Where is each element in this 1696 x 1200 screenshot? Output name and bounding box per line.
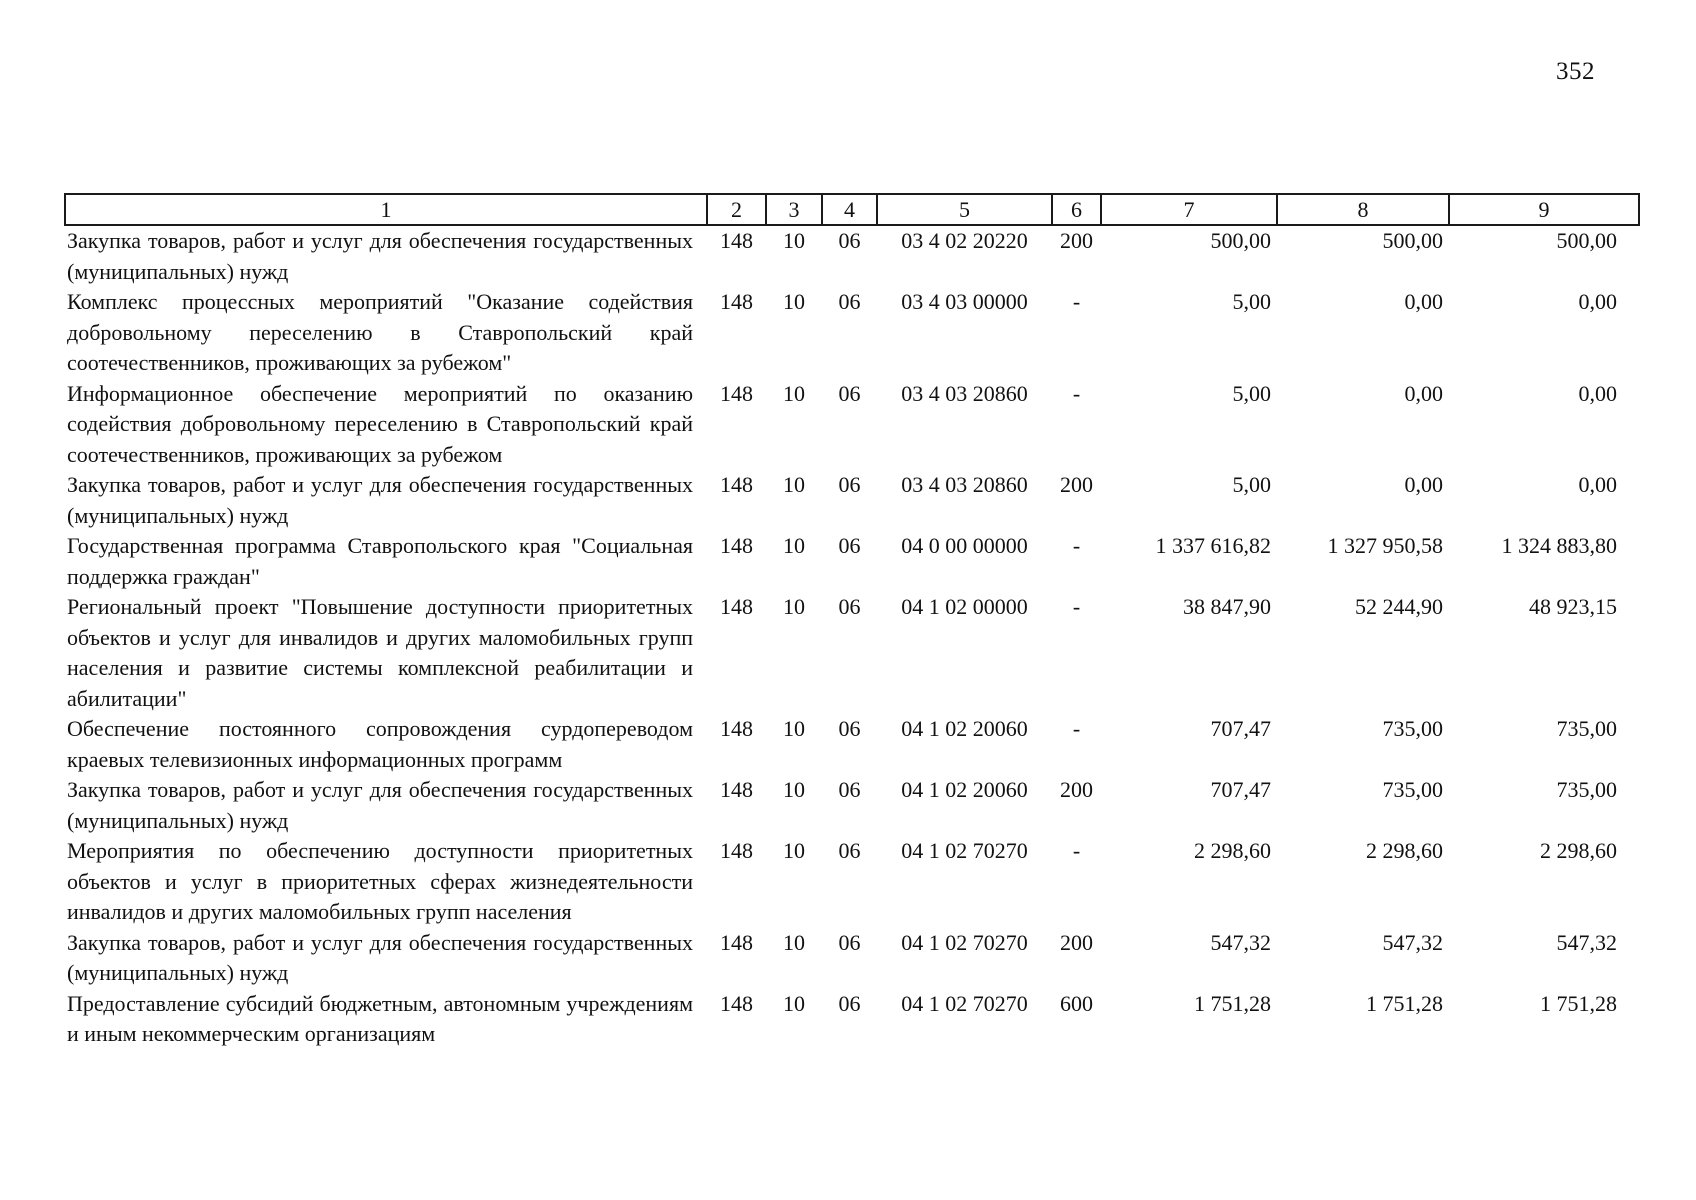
table-row xyxy=(65,836,1639,928)
amount-cell: 735,00 xyxy=(1382,777,1443,802)
amount-cell: 1 751,28 xyxy=(1194,990,1271,1016)
expense-name: Обеспечение постоянного сопровождения сурдопереводом краевых телевизионных информационных программ xyxy=(67,716,693,772)
expense-name: Комплекс процессных мероприятий "Оказание содействия добровольному переселению в Ставропольский край соотечественников, проживающих за рубежом" xyxy=(67,289,693,375)
subsection-code: 06 xyxy=(838,929,861,955)
target-article-code: 03 4 03 20860 xyxy=(901,380,1028,406)
subsection-code: 06 xyxy=(838,990,861,1016)
table-row xyxy=(65,287,1639,379)
amount-cell: 2 298,60 xyxy=(1366,838,1443,863)
section-code: 10 xyxy=(783,929,805,955)
ministry-code: 148 xyxy=(720,777,753,802)
section-code: 10 xyxy=(783,380,805,406)
target-article-code: 03 4 03 00000 xyxy=(901,289,1028,314)
expense-name: Закупка товаров, работ и услуг для обеспечения государственных (муниципальных) нужд xyxy=(67,929,693,985)
expense-name: Предоставление субсидий бюджетным, автономным учреждениям и иным некоммерческим организациям xyxy=(67,990,693,1046)
column-header: 2 xyxy=(707,194,766,225)
table-row xyxy=(65,592,1639,714)
target-article-code: 04 1 02 70270 xyxy=(901,929,1028,955)
target-article-code: 04 1 02 20060 xyxy=(901,716,1028,741)
expense-type-code: - xyxy=(1072,289,1081,314)
expense-name: Региональный проект "Повышение доступности приоритетных объектов и услуг для инвалидов и других маломобильных групп населения и развитие системы комплексной реабилитации и абилитации" xyxy=(67,594,693,711)
amount-cell: 500,00 xyxy=(1382,228,1443,253)
amount-cell: 1 337 616,82 xyxy=(1155,533,1271,558)
section-code: 10 xyxy=(783,777,805,802)
table-body xyxy=(65,225,1639,1050)
table-header xyxy=(65,194,1639,225)
subsection-code: 06 xyxy=(838,838,861,863)
expense-name: Государственная программа Ставропольского края "Социальная поддержка граждан" xyxy=(67,533,693,589)
amount-cell: 1 327 950,58 xyxy=(1327,533,1443,558)
column-header: 9 xyxy=(1449,194,1639,225)
table-row xyxy=(65,928,1639,989)
section-code: 10 xyxy=(783,990,805,1016)
ministry-code: 148 xyxy=(720,289,753,314)
table-row xyxy=(65,470,1639,531)
column-header: 6 xyxy=(1052,194,1101,225)
subsection-code: 06 xyxy=(838,533,861,558)
expense-type-code: 200 xyxy=(1060,228,1093,253)
amount-cell: 547,32 xyxy=(1382,929,1443,955)
table-row xyxy=(65,379,1639,471)
section-code: 10 xyxy=(783,289,805,314)
target-article-code: 04 1 02 70270 xyxy=(901,838,1028,863)
subsection-code: 06 xyxy=(838,594,861,619)
table-row xyxy=(65,775,1639,836)
target-article-code: 04 1 02 70270 xyxy=(901,990,1028,1016)
expense-name: Закупка товаров, работ и услуг для обеспечения государственных (муниципальных) нужд xyxy=(67,777,693,833)
amount-cell: 0,00 xyxy=(1578,380,1617,406)
column-number-row xyxy=(65,194,1639,225)
expense-type-code: 200 xyxy=(1060,777,1093,802)
target-article-code: 03 4 03 20860 xyxy=(901,472,1028,497)
amount-cell: 2 298,60 xyxy=(1194,838,1271,863)
expense-type-code: - xyxy=(1072,533,1081,558)
ministry-code: 148 xyxy=(720,380,753,406)
amount-cell: 0,00 xyxy=(1578,289,1617,314)
amount-cell: 2 298,60 xyxy=(1540,838,1617,863)
subsection-code: 06 xyxy=(838,716,861,741)
expense-name: Мероприятия по обеспечению доступности приоритетных объектов и услуг в приоритетных сферах жизнедеятельности инвалидов и других маломобильных групп населения xyxy=(67,838,693,924)
amount-cell: 707,47 xyxy=(1210,777,1271,802)
expense-type-code: - xyxy=(1072,838,1081,863)
table-row xyxy=(65,531,1639,592)
amount-cell: 547,32 xyxy=(1210,929,1271,955)
section-code: 10 xyxy=(783,228,805,253)
amount-cell: 500,00 xyxy=(1556,228,1617,253)
section-code: 10 xyxy=(783,594,805,619)
expense-type-code: - xyxy=(1072,716,1081,741)
amount-cell: 0,00 xyxy=(1578,472,1617,497)
expense-name: Информационное обеспечение мероприятий по оказанию содействия добровольному переселению в Ставропольский край соотечественников, проживающих за рубежом xyxy=(67,380,693,467)
section-code: 10 xyxy=(783,472,805,497)
target-article-code: 04 1 02 20060 xyxy=(901,777,1028,802)
budget-table xyxy=(64,193,1640,1050)
subsection-code: 06 xyxy=(838,777,861,802)
expense-name: Закупка товаров, работ и услуг для обеспечения государственных (муниципальных) нужд xyxy=(67,228,693,284)
expense-name: Закупка товаров, работ и услуг для обеспечения государственных (муниципальных) нужд xyxy=(67,472,693,528)
subsection-code: 06 xyxy=(838,228,861,253)
expense-type-code: - xyxy=(1072,594,1081,619)
ministry-code: 148 xyxy=(720,716,753,741)
amount-cell: 0,00 xyxy=(1404,472,1443,497)
amount-cell: 0,00 xyxy=(1404,289,1443,314)
amount-cell: 5,00 xyxy=(1232,380,1271,406)
expense-type-code: 200 xyxy=(1060,929,1093,955)
amount-cell: 735,00 xyxy=(1556,777,1617,802)
ministry-code: 148 xyxy=(720,472,753,497)
table-row xyxy=(65,714,1639,775)
amount-cell: 1 751,28 xyxy=(1366,990,1443,1016)
section-code: 10 xyxy=(783,716,805,741)
amount-cell: 1 751,28 xyxy=(1540,990,1617,1016)
ministry-code: 148 xyxy=(720,929,753,955)
amount-cell: 735,00 xyxy=(1556,716,1617,741)
column-header: 5 xyxy=(877,194,1052,225)
amount-cell: 0,00 xyxy=(1404,380,1443,406)
amount-cell: 547,32 xyxy=(1556,929,1617,955)
column-header: 8 xyxy=(1277,194,1449,225)
expense-type-code: 600 xyxy=(1060,990,1093,1016)
amount-cell: 38 847,90 xyxy=(1183,594,1271,619)
table-row xyxy=(65,225,1639,287)
column-header: 3 xyxy=(766,194,822,225)
amount-cell: 48 923,15 xyxy=(1529,594,1617,619)
column-header: 1 xyxy=(65,194,707,225)
expense-type-code: - xyxy=(1072,380,1081,406)
ministry-code: 148 xyxy=(720,990,753,1016)
expense-type-code: 200 xyxy=(1060,472,1093,497)
amount-cell: 1 324 883,80 xyxy=(1501,533,1617,558)
amount-cell: 5,00 xyxy=(1232,289,1271,314)
amount-cell: 52 244,90 xyxy=(1355,594,1443,619)
amount-cell: 500,00 xyxy=(1210,228,1271,253)
amount-cell: 5,00 xyxy=(1232,472,1271,497)
target-article-code: 03 4 02 20220 xyxy=(901,228,1028,253)
subsection-code: 06 xyxy=(838,380,861,406)
amount-cell: 707,47 xyxy=(1210,716,1271,741)
target-article-code: 04 0 00 00000 xyxy=(901,533,1028,558)
ministry-code: 148 xyxy=(720,533,753,558)
subsection-code: 06 xyxy=(838,472,861,497)
section-code: 10 xyxy=(783,533,805,558)
ministry-code: 148 xyxy=(720,838,753,863)
page-number: 352 xyxy=(1556,58,1595,85)
column-header: 7 xyxy=(1101,194,1277,225)
column-header: 4 xyxy=(822,194,877,225)
ministry-code: 148 xyxy=(720,228,753,253)
table-row xyxy=(65,989,1639,1050)
subsection-code: 06 xyxy=(838,289,861,314)
section-code: 10 xyxy=(783,838,805,863)
amount-cell: 735,00 xyxy=(1382,716,1443,741)
ministry-code: 148 xyxy=(720,594,753,619)
target-article-code: 04 1 02 00000 xyxy=(901,594,1028,619)
